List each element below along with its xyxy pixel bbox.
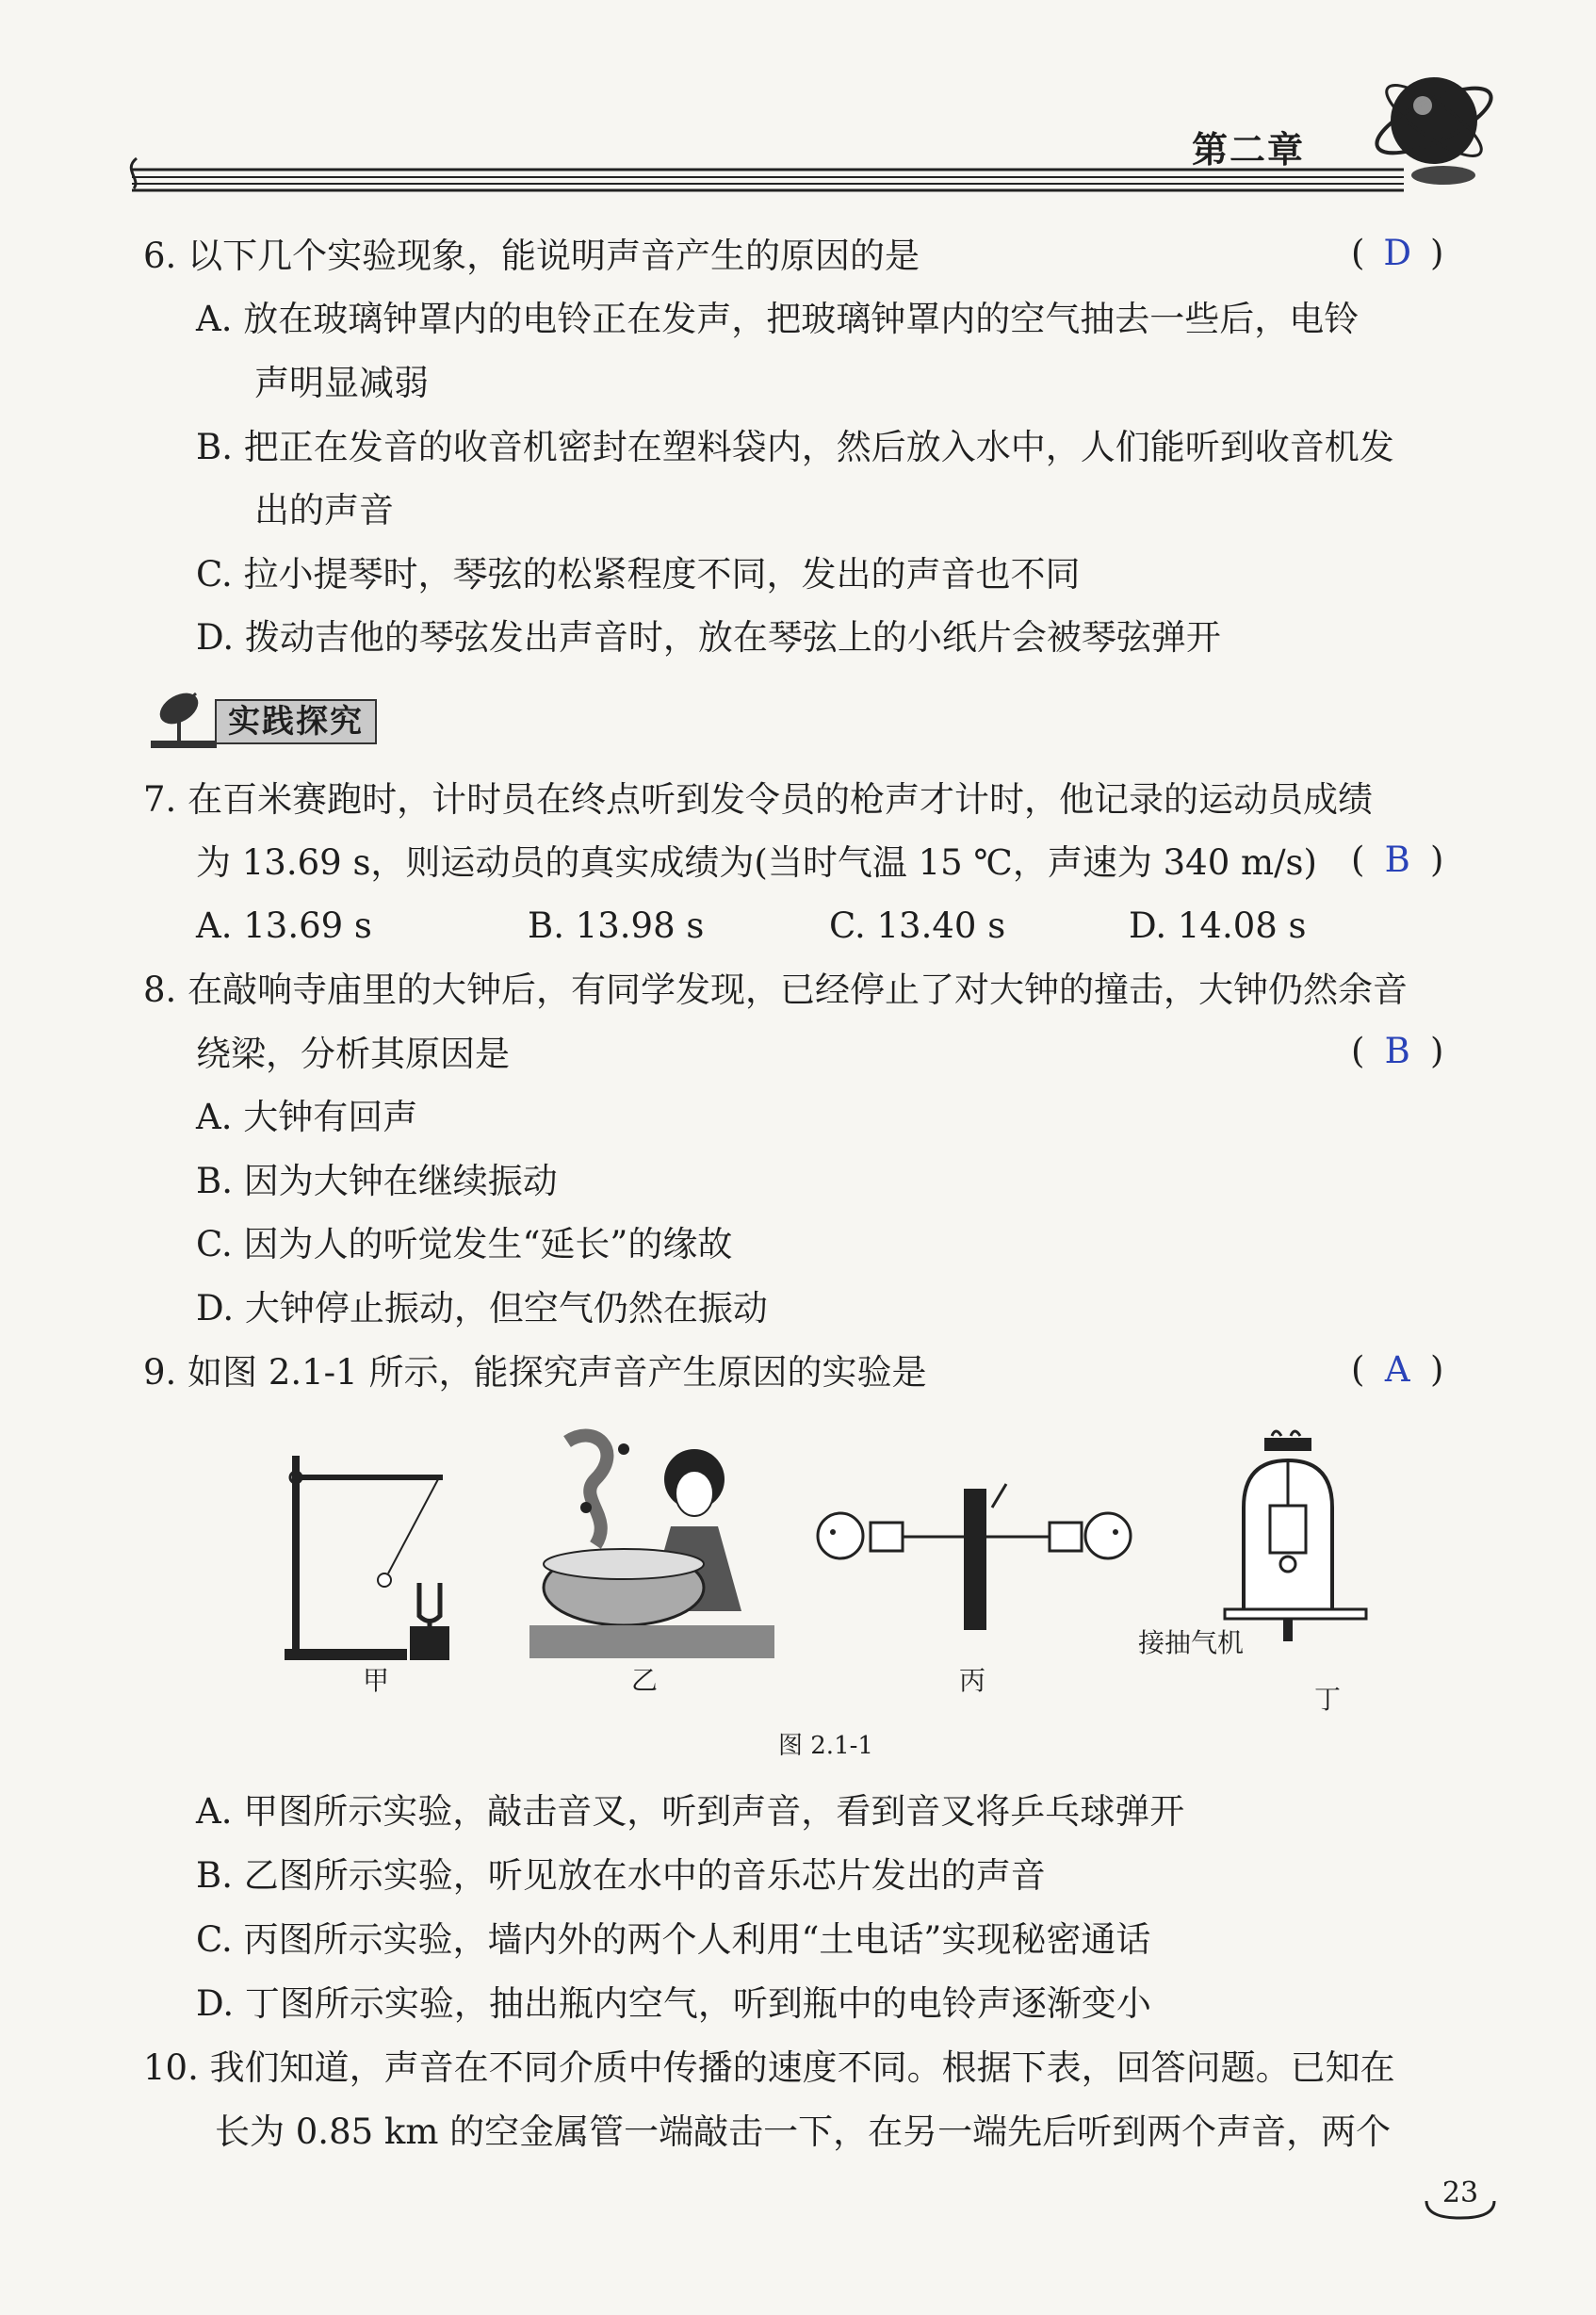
figure-label-ding: 丁 [1314,1684,1342,1715]
q7-stem-line2: 为 13.69 s，则运动员的真实成绩为(当时气温 15 ℃，声速为 340 m/s) [196,842,1317,883]
q6-answer-bracket: ( D ) [1351,233,1444,273]
q10-line1: 10. 我们知道，声音在不同介质中传播的速度不同。根据下表，回答问题。已知在 [143,2047,1395,2088]
page-number: 23 [1441,2176,1479,2209]
chapter-title: 第二章 [1192,128,1306,171]
figure-label-jia: 甲 [363,1665,390,1696]
q8-option-a: A. 大钟有回声 [196,1097,418,1137]
q7-option-d: D. 14.08 s [1129,905,1307,946]
q7-option-c: C. 13.40 s [829,905,1006,946]
section-label: 实践探究 [215,699,377,744]
q6-stem: 6. 以下几个实验现象，能说明声音产生的原因的是 [143,236,920,276]
q6-answer: D [1383,233,1412,273]
q9-option-b: B. 乙图所示实验，听见放在水中的音乐芯片发出的声音 [196,1855,1046,1896]
q8-answer: B [1384,1031,1410,1071]
globe-icon [1368,58,1500,190]
satellite-dish-icon [151,688,217,750]
q8-answer-bracket: ( B ) [1351,1031,1444,1071]
q7-option-a: A. 13.69 s [196,905,372,946]
q6-option-b-cont: 出的声音 [254,490,394,530]
q10-line2: 长为 0.85 km 的空金属管一端敲击一下，在另一端先后听到两个声音，两个 [215,2111,1392,2152]
q9-option-d: D. 丁图所示实验，抽出瓶内空气，听到瓶中的电铃声逐渐变小 [196,1983,1151,2024]
q6-option-a-cont: 声明显减弱 [254,363,429,403]
figure-label-bing: 丙 [959,1665,986,1696]
q8-option-c: C. 因为人的听觉发生“延长”的缘故 [196,1224,733,1264]
q8-option-b: B. 因为大钟在继续振动 [196,1161,558,1201]
q9-answer: A [1384,1349,1410,1390]
q9-stem: 9. 如图 2.1-1 所示，能探究声音产生原因的实验是 [143,1352,927,1393]
q7-answer: B [1384,840,1410,880]
figure-label-yi: 乙 [631,1665,659,1696]
q8-stem-line1: 8. 在敲响寺庙里的大钟后，有同学发现，已经停止了对大钟的撞击，大钟仍然余音 [143,970,1409,1010]
q8-stem-line2: 绕梁，分析其原因是 [196,1034,510,1074]
q9-option-c: C. 丙图所示实验，墙内外的两个人利用“土电话”实现秘密通话 [196,1919,1151,1960]
q7-stem-line1: 7. 在百米赛跑时，计时员在终点听到发令员的枪声才计时，他记录的运动员成绩 [143,779,1374,820]
page-number-badge [1423,2173,1498,2222]
q9-answer-bracket: ( A ) [1351,1349,1444,1390]
section-badge [151,688,415,750]
tuning-fork-experiment-illustration [273,1442,462,1668]
q9-option-a: A. 甲图所示实验，敲击音叉，听到声音，看到音叉将乒乓球弹开 [196,1791,1185,1832]
q6-option-c: C. 拉小提琴时，琴弦的松紧程度不同，发出的声音也不同 [196,554,1081,595]
water-music-chip-illustration [529,1423,774,1658]
figure-caption: 图 2.1-1 [778,1732,873,1760]
q7-answer-bracket: ( B ) [1351,840,1444,880]
q6-option-a: A. 放在玻璃钟罩内的电铃正在发声，把玻璃钟罩内的空气抽去一些后，电铃 [196,299,1360,339]
figure-2-1-1 [273,1423,1385,1734]
q6-option-d: D. 拨动吉他的琴弦发出声音时，放在琴弦上的小纸片会被琴弦弹开 [196,617,1221,658]
q8-option-d: D. 大钟停止振动，但空气仍然在振动 [196,1288,768,1329]
q7-option-b: B. 13.98 s [528,905,705,946]
bell-jar-illustration [1215,1423,1376,1649]
pump-label: 接抽气机 [1138,1627,1245,1658]
string-telephone-illustration [808,1479,1166,1630]
q6-option-b: B. 把正在发音的收音机密封在塑料袋内，然后放入水中，人们能听到收音机发 [196,427,1394,467]
